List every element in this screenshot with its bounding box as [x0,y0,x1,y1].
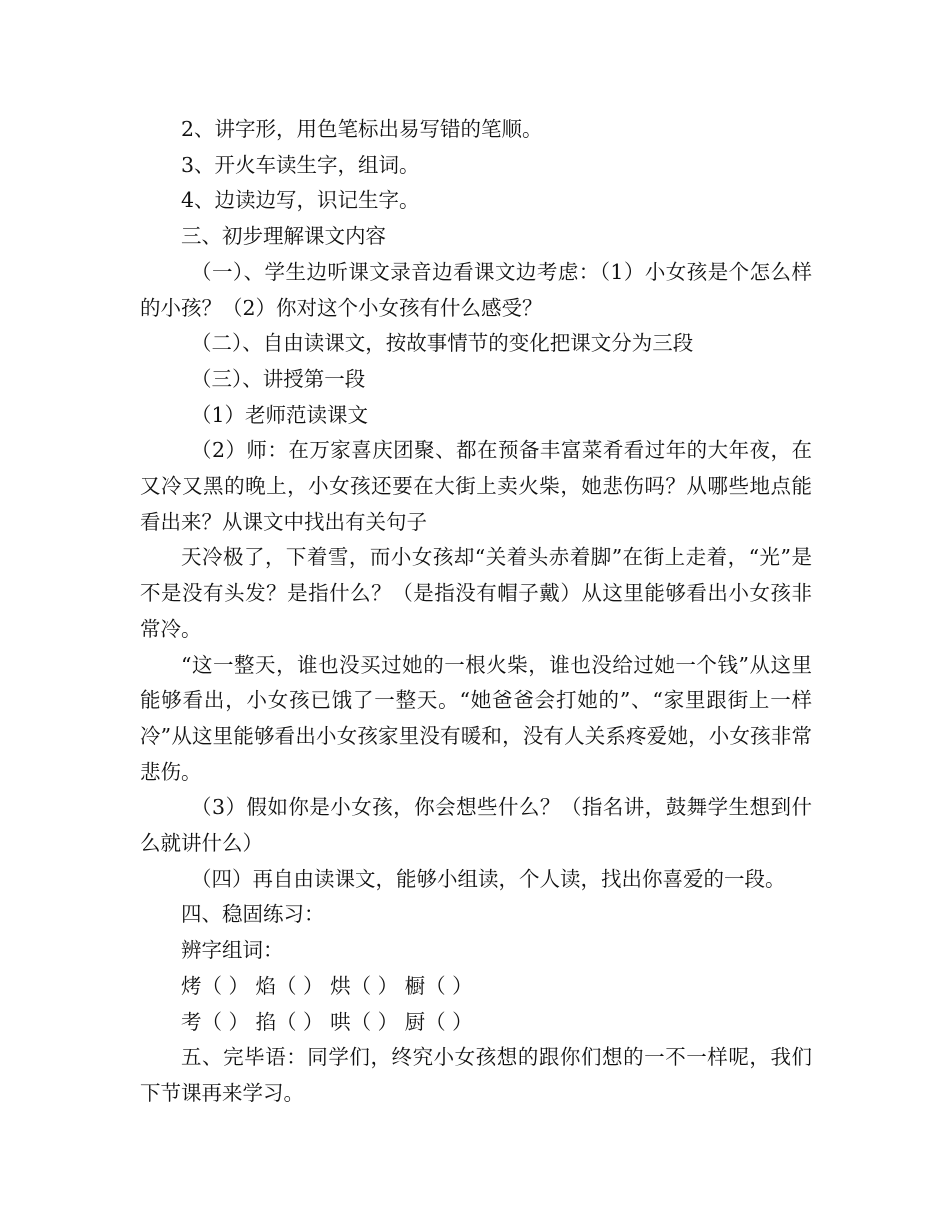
paragraph-sub-1: （1）老师范读课文 [191,402,369,427]
paragraph-step-2: 2、讲字形，用色笔标出易写错的笔顺。 [181,117,543,141]
exercise-title: 辨字组词： [181,938,284,963]
paragraph-part-4: （四）再自由读课文，能够小组读，个人读，找出你喜爱的一段。 [191,866,786,891]
exercise-row-1: 烤（ ） 焰（ ） 烘（ ） 橱（ ） [181,973,473,998]
paragraph-sub-3: （3）假如你是小女孩，你会想些什么？（指名讲，鼓舞学生想到什么就讲什么） [140,795,812,856]
paragraph-part-3: （三）、讲授第一段 [191,366,366,391]
paragraph-part-1: （一）、学生边听课文录音边看课文边考虑：（1）小女孩是个怎么样的小孩？（2）你对这个小女孩有什么感受？ [140,259,812,320]
section-heading-5: 五、完毕语：同学们，终究小女孩想的跟你们想的一不一样呢，我们下节课再来学习。 [140,1045,812,1105]
paragraph-analysis-1: 天冷极了，下着雪，而小女孩却“关着头赤着脚”在街上走着，“光”是不是没有头发？是指什么？（是指没有帽子戴）从这里能够看出小女孩非常冷。 [140,545,812,641]
section-heading-4: 四、稳固练习： [181,902,325,927]
paragraph-part-2: （二）、自由读课文，按故事情节的变化把课文分为三段 [191,331,694,356]
paragraph-sub-2: （2）师：在万家喜庆团聚、都在预备丰富菜肴看过年的大年夜，在又冷又黑的晚上，小女孩还要在大街上卖火柴，她悲伤吗？从哪些地点能看出来？从课文中找出有关句子 [140,438,812,534]
paragraph-analysis-2: “这一整天，谁也没买过她的一根火柴，谁也没给过她一个钱”从这里能够看出，小女孩已饿了一整天。“她爸爸会打她的”、“家里跟街上一样冷”从这里能够看出小女孩家里没有暖和，没有人关系疼爱她，小女孩非常悲伤。 [140,652,812,784]
document-body [140,112,812,1112]
section-heading-3: 三、初步理解课文内容 [181,224,386,249]
exercise-row-2: 考（ ） 掐（ ） 哄（ ） 厨（ ） [181,1009,473,1034]
paragraph-step-3: 3、开火车读生字，组词。 [181,152,420,177]
paragraph-step-4: 4、边读边写，识记生字。 [181,188,420,213]
